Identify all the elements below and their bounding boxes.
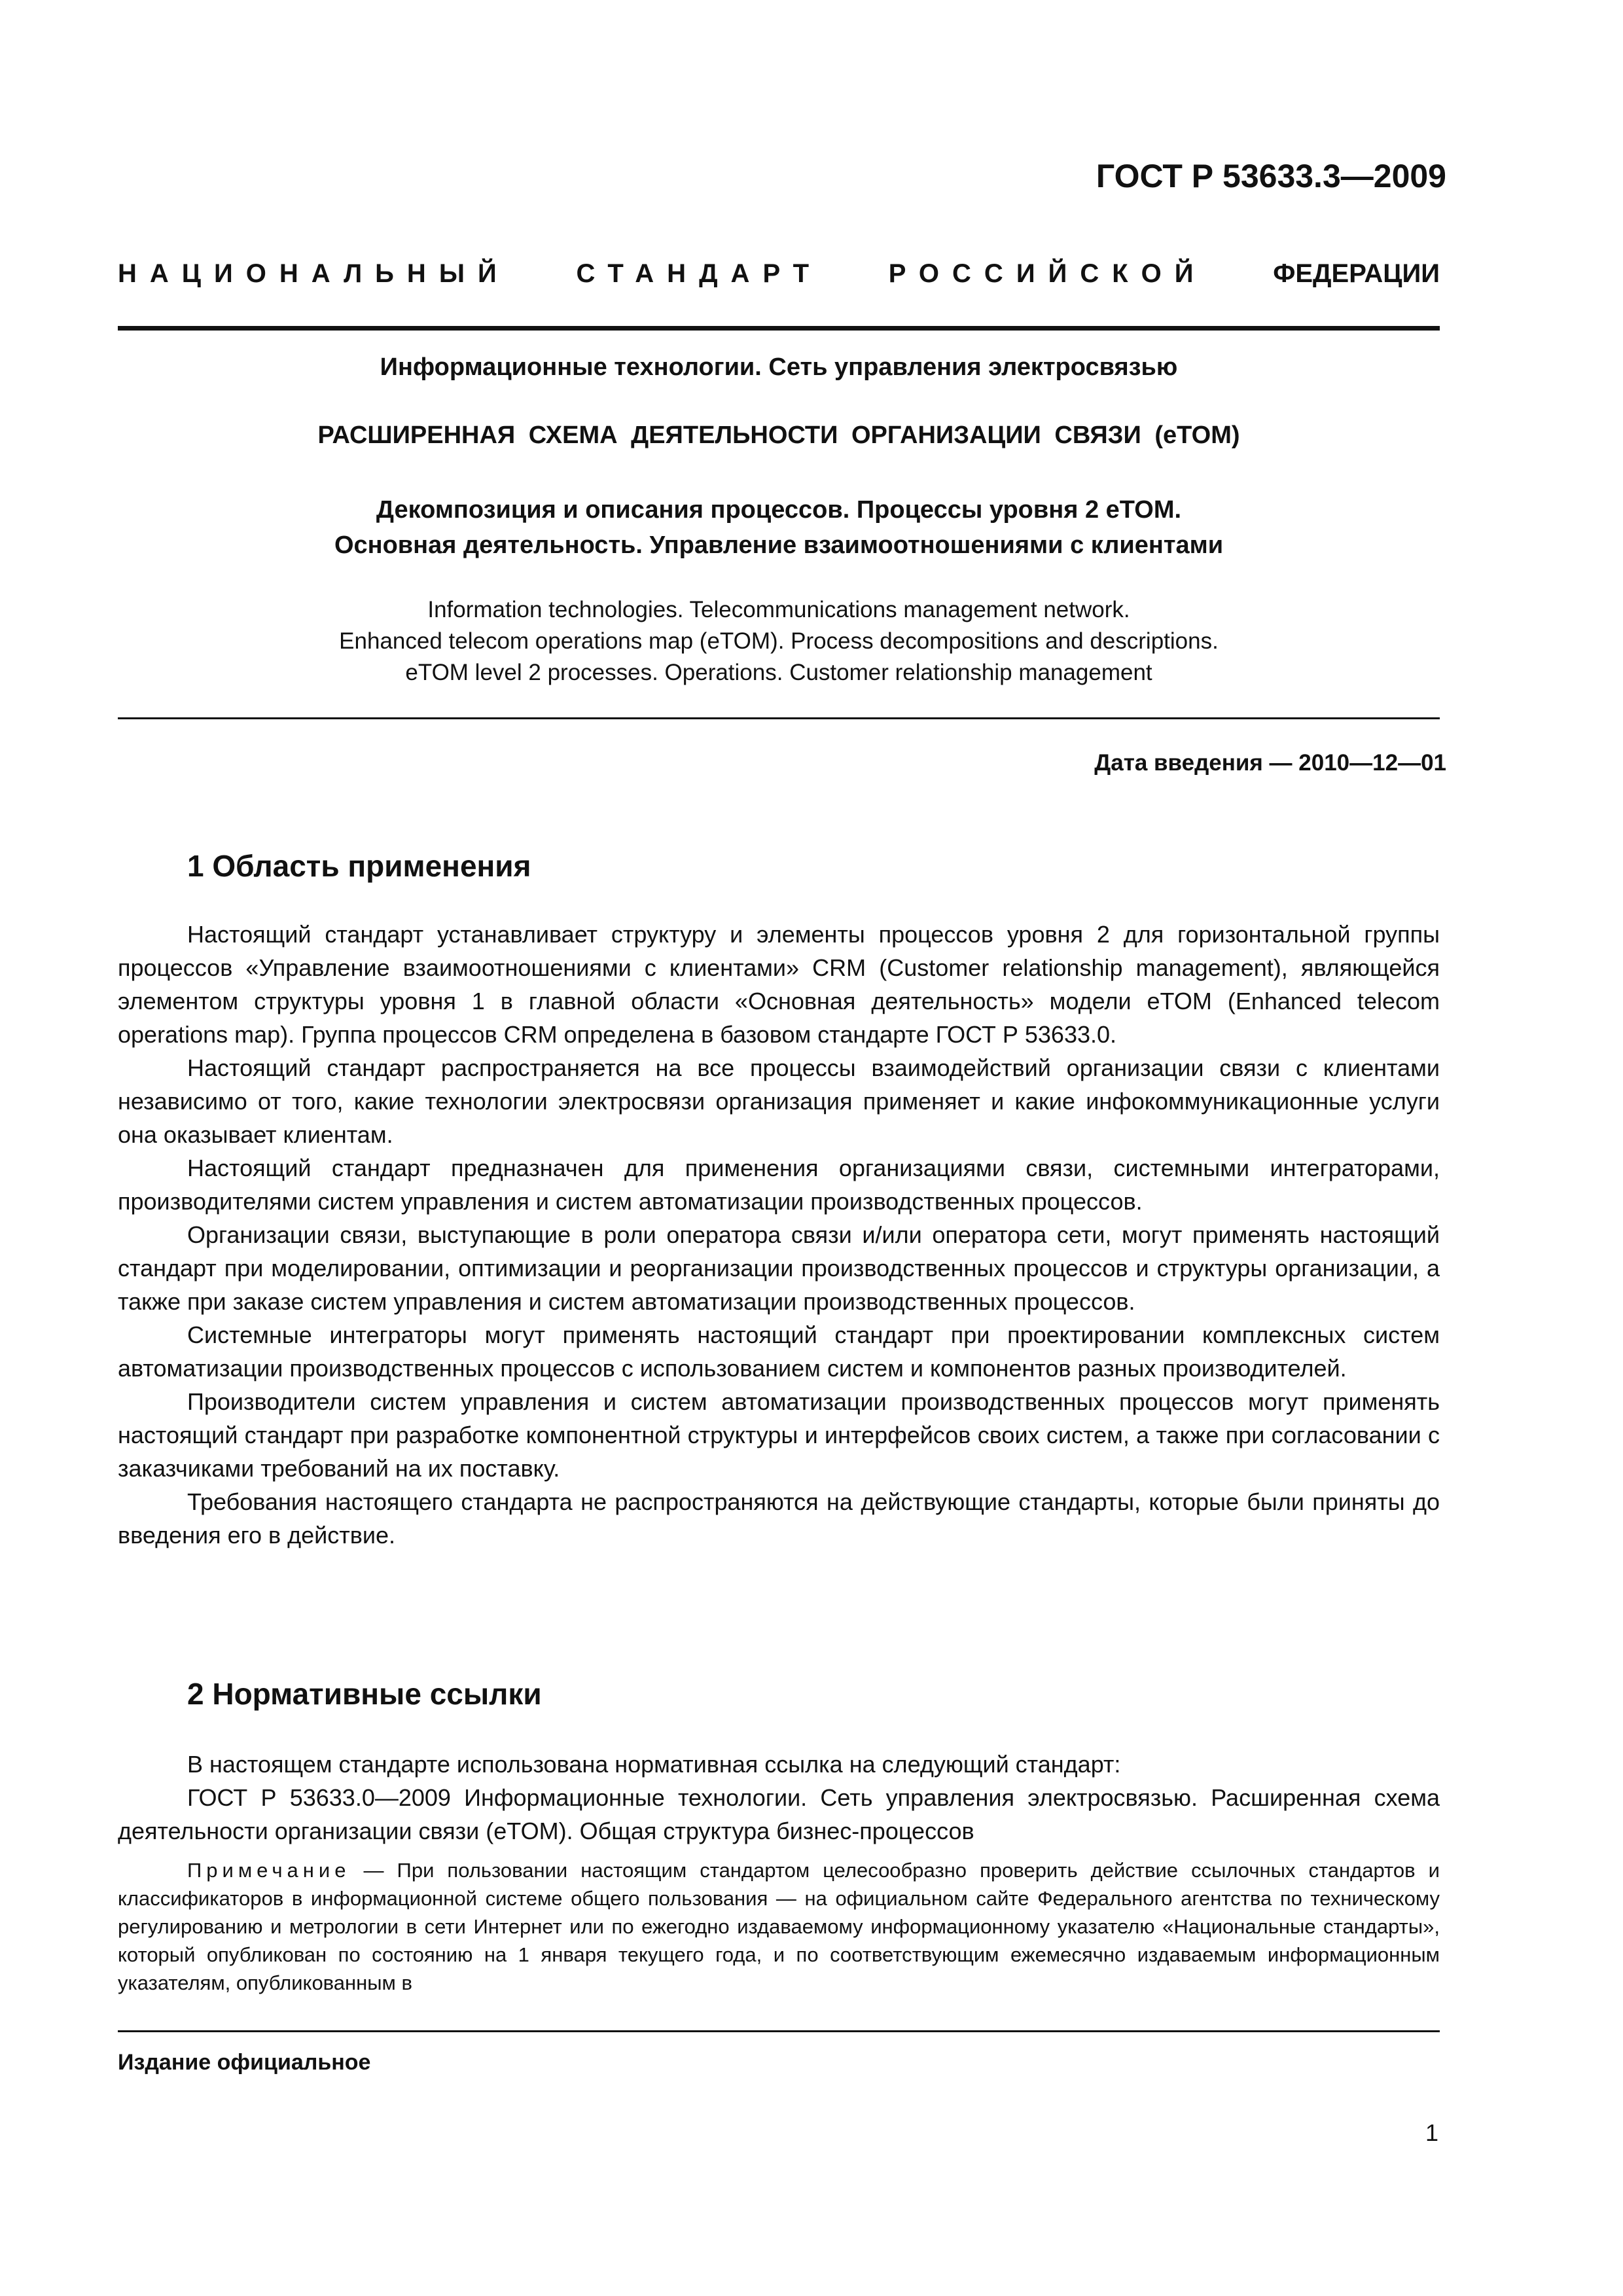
title-en-line: Information technologies. Telecommunications management network. — [427, 597, 1130, 622]
footer-divider — [118, 2030, 1440, 2032]
title-en — [118, 594, 1440, 689]
national-standard-title — [118, 259, 1440, 289]
note-body: — При пользовании настоящим стандартом целесообразно проверить действие ссылочных стандартов и классификаторов в информационной системе общего пользования — на официальном сайте Федерального агентства по техническому регулированию и метрологии в сети Интернет или по ежегодно издаваемому информационному указателю «Национальные стандарты», который опубликован по состоянию на 1 января текущего года, и по соответствующим ежемесячно издаваемым информационным указателям, опубликованным в — [118, 1859, 1440, 1994]
section-heading-scope: 1 Область применения — [187, 849, 531, 883]
paragraph: Настоящий стандарт предназначен для применения организациями связи, системными интеграторами, производителями систем управления и систем автоматизации производственных процессов. — [118, 1155, 1440, 1215]
page-number: 1 — [1425, 2119, 1438, 2146]
paragraph: Производители систем управления и систем автоматизации производственных процессов могут применять настоящий стандарт при разработке компонентной структуры и интерфейсов своих систем, а также при согласовании с заказчиками требований на их поставку. — [118, 1388, 1440, 1482]
national-title-word: РОССИЙСКОЙ — [888, 259, 1207, 288]
title-ru-main: РАСШИРЕННАЯ СХЕМА ДЕЯТЕЛЬНОСТИ ОРГАНИЗАЦИИ СВЯЗИ (eTOM) — [317, 422, 1240, 449]
note-label: Примечание — [187, 1859, 351, 1882]
section-references-body — [118, 1748, 1440, 1848]
title-divider — [118, 717, 1440, 719]
title-ru-part — [118, 492, 1440, 563]
title-ru-part-line: Декомпозиция и описания процессов. Процессы уровня 2 eTOM. — [376, 496, 1182, 524]
national-title-word: НАЦИОНАЛЬНЫЙ — [118, 259, 510, 288]
document-code: ГОСТ Р 53633.3—2009 — [1096, 158, 1446, 194]
paragraph: Требования настоящего стандарта не распространяются на действующие стандарты, которые были приняты до введения его в действие. — [118, 1488, 1440, 1549]
header-divider — [118, 326, 1440, 331]
reference-entry: ГОСТ Р 53633.0—2009 Информационные технологии. Сеть управления электросвязью. Расширенная схема деятельности организации связи (eTOM). Общая структура бизнес-процессов — [118, 1784, 1440, 1844]
section-scope-body — [118, 918, 1440, 1552]
national-title-word: СТАНДАРТ — [576, 259, 823, 288]
title-ru-subtitle: Информационные технологии. Сеть управления электросвязью — [380, 353, 1178, 381]
title-ru-part-line: Основная деятельность. Управление взаимоотношениями с клиентами — [334, 531, 1224, 559]
section-heading-references: 2 Нормативные ссылки — [187, 1677, 542, 1711]
note — [118, 1856, 1440, 1997]
paragraph: В настоящем стандарте использована нормативная ссылка на следующий стандарт: — [187, 1751, 1121, 1778]
introduction-date: Дата введения — 2010—12—01 — [1094, 750, 1446, 776]
title-en-line: eTOM level 2 processes. Operations. Customer relationship management — [405, 660, 1152, 685]
paragraph: Организации связи, выступающие в роли оператора связи и/или оператора сети, могут применять настоящий стандарт при моделировании, оптимизации и реорганизации производственных процессов и структуры организации, а также при заказе систем управления и систем автоматизации производственных процессов. — [118, 1221, 1440, 1315]
paragraph: Настоящий стандарт распространяется на все процессы взаимодействий организации связи с клиентами независимо от того, какие технологии электросвязи организация применяет и какие инфокоммуникационные услуги она оказывает клиентам. — [118, 1054, 1440, 1148]
edition-label: Издание официальное — [118, 2050, 371, 2075]
national-title-word: ФЕДЕРАЦИИ — [1273, 259, 1440, 288]
paragraph: Системные интеграторы могут применять настоящий стандарт при проектировании комплексных систем автоматизации производственных процессов с использованием систем и компонентов разных производителей. — [118, 1321, 1440, 1382]
title-en-line: Enhanced telecom operations map (eTOM). Process decompositions and descriptions. — [339, 628, 1219, 654]
paragraph: Настоящий стандарт устанавливает структуру и элементы процессов уровня 2 для горизонтальной группы процессов «Управление взаимоотношениями с клиентами» CRM (Customer relationship management), являющейся элементом структуры уровня 1 в главной области «Основная деятельность» модели eTOM (Enhanced telecom operations map). Группа процессов CRM определена в базовом стандарте ГОСТ Р 53633.0. — [118, 921, 1440, 1048]
